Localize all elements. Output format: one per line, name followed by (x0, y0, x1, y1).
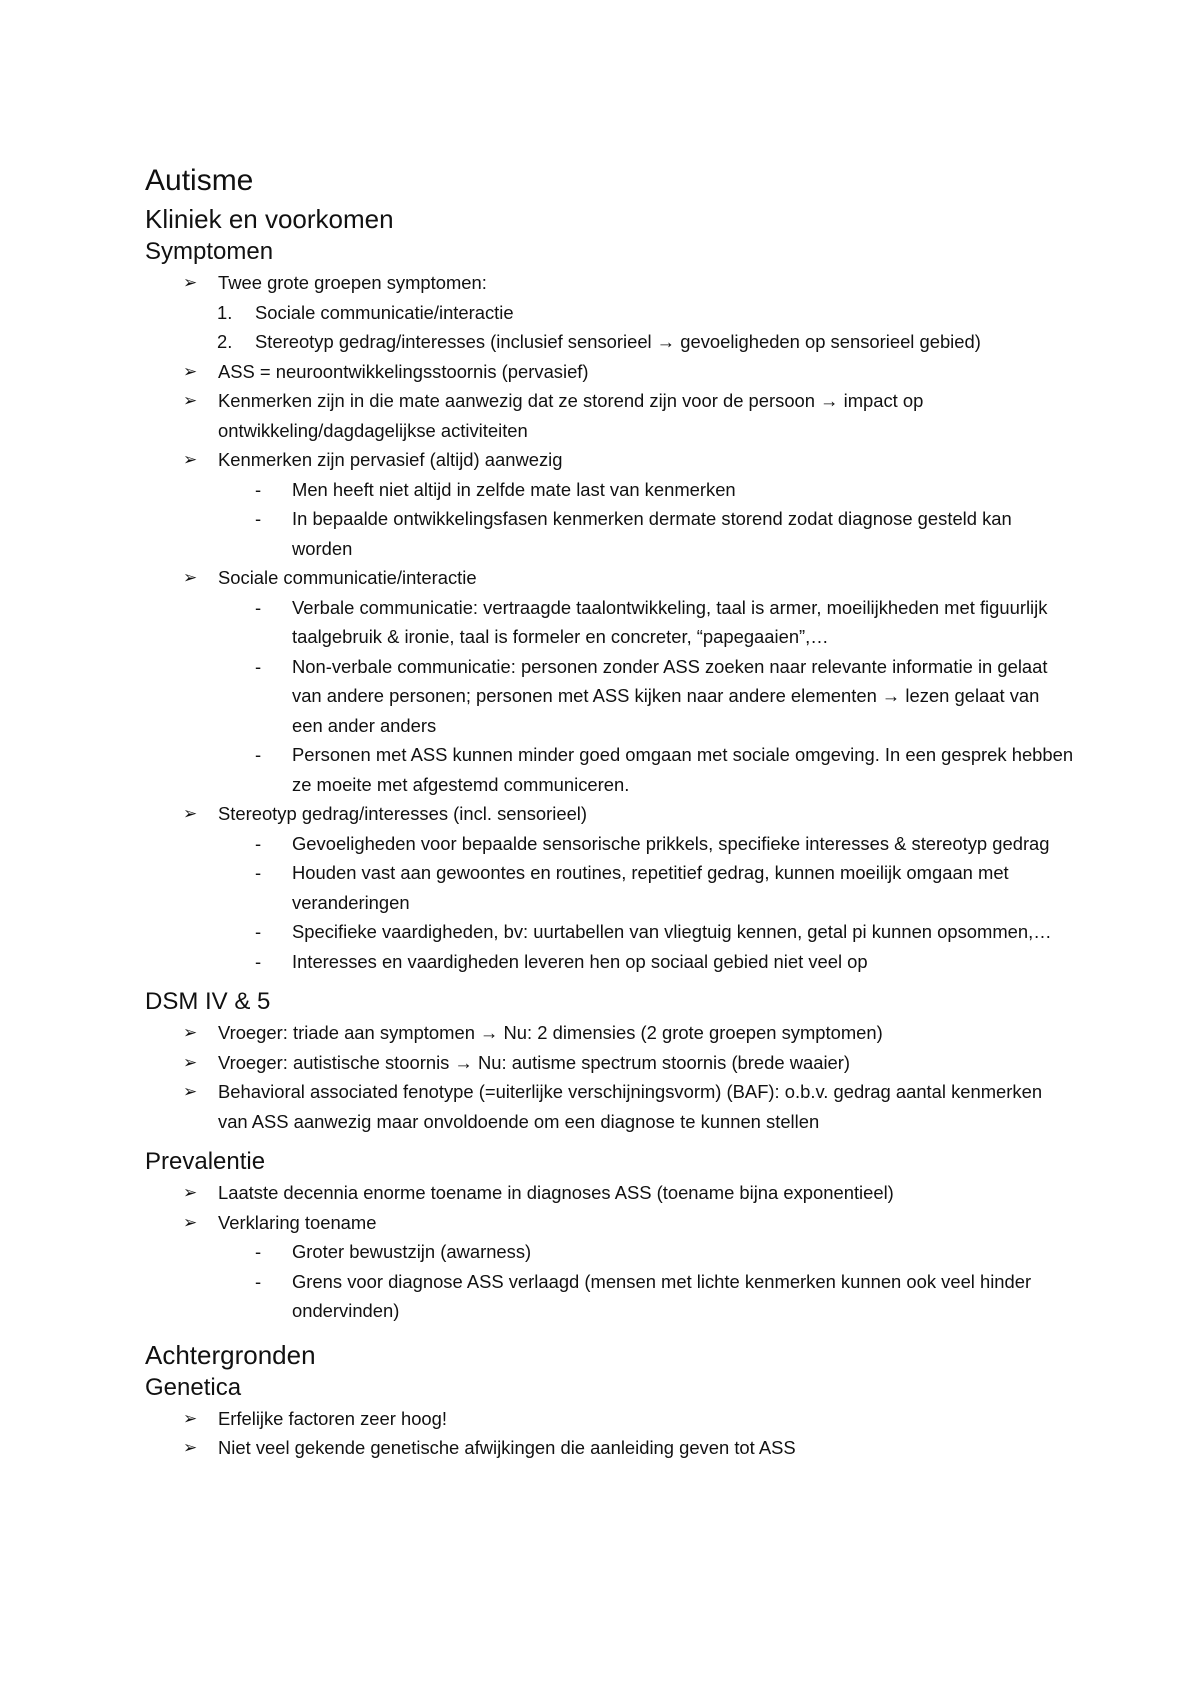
dash-marker: - (255, 950, 262, 972)
arrow-bullet-icon: ➢ (183, 1082, 198, 1101)
dash-marker: - (255, 832, 262, 854)
dash-marker: - (255, 921, 262, 942)
arrow-bullet-icon: ➢ (183, 361, 198, 381)
arrow-bullet-icon: ➢ (183, 1052, 198, 1072)
arrow-bullet-icon: ➢ (183, 1023, 198, 1042)
dash-marker: - (255, 655, 262, 677)
dash-marker: - (255, 1241, 262, 1262)
bullet-item: ➢ Vroeger: triade aan symptomen → Nu: 2 dimensies (2 grote groepen symptomen) (145, 1018, 1075, 1048)
arrow-bullet-icon: ➢ (183, 1438, 198, 1457)
arrow-bullet-icon: ➢ (183, 1408, 198, 1428)
dash-marker: - (255, 744, 262, 765)
bullet-item: ➢ Erfelijke factoren zeer hoog! (145, 1404, 1075, 1434)
section-heading-achtergronden: Achtergronden (145, 1339, 316, 1370)
arrow-bullet-icon: ➢ (183, 804, 198, 823)
list-number: 2. (217, 331, 233, 352)
dash-item: - In bepaalde ontwikkelingsfasen kenmerken dermate storend zodat diagnose gesteld kan worden (145, 504, 1075, 563)
dash-item: - Verbale communicatie: vertraagde taalontwikkeling, taal is armer, moeilijkheden met figuurlijk taalgebruik & ironie, taal is formeler en concreter, “papegaaien”,… (145, 593, 1075, 652)
dash-item: - Specifieke vaardigheden, bv: uurtabellen van vliegtuig kennen, getal pi kunnen opsommen,… (145, 917, 1075, 947)
dash-marker: - (255, 596, 262, 618)
dash-item: - Interesses en vaardigheden leveren hen op sociaal gebied niet veel op (145, 947, 1075, 977)
arrow-bullet-icon: ➢ (183, 1212, 198, 1232)
arrow-bullet-icon: ➢ (183, 450, 198, 469)
bullet-item: ➢ Behavioral associated fenotype (=uiterlijke verschijningsvorm) (BAF): o.b.v. gedrag aantal kenmerken van ASS aanwezig maar onvoldoende om een diagnose te kunnen stellen (145, 1077, 1075, 1136)
subheading-genetica: Genetica (145, 1373, 242, 1401)
dash-marker: - (255, 1270, 262, 1292)
arrow-bullet-icon: ➢ (183, 391, 198, 410)
dash-item: - Grens voor diagnose ASS verlaagd (mensen met lichte kenmerken kunnen ook veel hinder ondervinden) (145, 1267, 1075, 1326)
dash-item: - Personen met ASS kunnen minder goed omgaan met sociale omgeving. In een gesprek hebben ze moeite met afgestemd communiceren. (145, 740, 1075, 799)
subheading-prevalentie: Prevalentie (145, 1148, 266, 1175)
arrow-bullet-icon: ➢ (183, 1183, 198, 1202)
dash-item: - Gevoeligheden voor bepaalde sensorische prikkels, specifieke interesses & stereotyp gedrag (145, 829, 1075, 859)
section-heading-kliniek: Kliniek en voorkomen (145, 204, 394, 234)
doc-title: Autisme (145, 164, 254, 197)
document-page (145, 162, 1075, 1463)
arrow-bullet-icon: ➢ (183, 568, 198, 587)
bullet-item: ➢ Verklaring toename (145, 1208, 1075, 1238)
numbered-item: 1. Sociale communicatie/interactie (145, 298, 1075, 328)
bullet-item: ➢ Vroeger: autistische stoornis → Nu: autisme spectrum stoornis (brede waaier) (145, 1048, 1075, 1078)
bullet-item: ➢ ASS = neuroontwikkelingsstoornis (pervasief) (145, 357, 1075, 387)
dash-marker: - (255, 478, 262, 500)
arrow-bullet-icon: ➢ (183, 273, 198, 292)
dash-item: - Houden vast aan gewoontes en routines, repetitief gedrag, kunnen moeilijk omgaan met veranderingen (145, 858, 1075, 917)
bullet-item: ➢ Niet veel gekende genetische afwijkingen die aanleiding geven tot ASS (145, 1433, 1075, 1463)
bullet-item: ➢ Sociale communicatie/interactie (145, 563, 1075, 593)
bullet-item: ➢ Stereotyp gedrag/interesses (incl. sensorieel) (145, 799, 1075, 829)
dash-item: - Groter bewustzijn (awarness) (145, 1237, 1075, 1267)
bullet-item: ➢ Kenmerken zijn in die mate aanwezig dat ze storend zijn voor de persoon → impact op ontwikkeling/dagdagelijkse activiteiten (145, 386, 1075, 445)
subheading-dsm: DSM IV & 5 (145, 988, 271, 1015)
bullet-item: ➢ Laatste decennia enorme toename in diagnoses ASS (toename bijna exponentieel) (145, 1178, 1075, 1208)
subheading-symptomen: Symptomen (145, 238, 274, 265)
dash-marker: - (255, 508, 262, 529)
bullet-item: ➢ Kenmerken zijn pervasief (altijd) aanwezig (145, 445, 1075, 475)
bullet-item: ➢ Twee grote groepen symptomen: (145, 268, 1075, 298)
list-number: 1. (217, 301, 233, 323)
dash-marker: - (255, 862, 262, 883)
numbered-item: 2. Stereotyp gedrag/interesses (inclusief sensorieel → gevoeligheden op sensorieel gebied) (145, 327, 1075, 357)
dash-item: - Non-verbale communicatie: personen zonder ASS zoeken naar relevante informatie in gelaat van andere personen; personen met ASS kijken naar andere elementen → lezen gelaat van een ander anders (145, 652, 1075, 741)
dash-item: - Men heeft niet altijd in zelfde mate last van kenmerken (145, 475, 1075, 505)
